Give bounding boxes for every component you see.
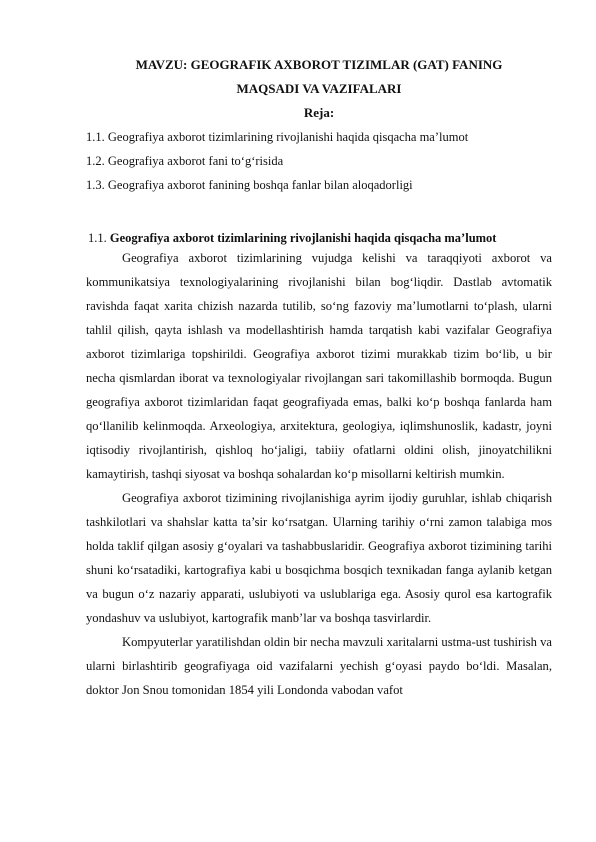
section-heading: [88, 230, 496, 246]
body-text: [86, 246, 552, 702]
document-title-line1: MAVZU: GEOGRAFIK AXBOROT TIZIMLAR (GAT) FANING: [135, 57, 503, 72]
plan-item: 1.3. Geografiya axborot fanining boshqa fanlar bilan aloqadorligi: [86, 178, 413, 192]
plan-heading: Reja:: [303, 105, 335, 120]
section-title: Geografiya axborot tizimlarining rivojlanishi haqida qisqacha ma’lumot: [109, 231, 497, 245]
plan-item: 1.2. Geografiya axborot fani to‘g‘risida: [86, 154, 284, 168]
section-number: 1.1.: [88, 231, 110, 245]
paragraph: Kompyuterlar yaratilishdan oldin bir necha mavzuli xaritalarni ustma-ust tushirish va ularni birlashtirib geografiyaga oid vazifalarni yechish g‘oyasi paydo bo‘ldi. Masalan, doktor Jon Snou tomonidan 1854 yili Londonda vabodan vafot: [86, 635, 552, 697]
paragraph: Geografiya axborot tizimlarining vujudga kelishi va taraqqiyoti axborot va kommunikatsiya texnologiyalarining rivojlanishi bilan bog‘liqdir. Dastlab avtomatik ravishda faqat xarita chizish nazarda tutilib, so‘ng fazoviy ma’lumotlarni to‘plash, ularni tahlil qilish, qayta ishlash va modellashtirish hamda tarqatish kabi vazifalar Geografiya axborot tizimlariga topshirildi. Geografiya axborot tizimi murakkab tizim bo‘lib, u bir necha qismlardan iborat va texnologiyalar rivojlangan sari takomillashib bormoqda. Bugun geografiya axborot tizimlaridan faqat geografiyada emas, balki ko‘p boshqa fanlarda ham qo‘llanilib kelinmoqda. Arxeologiya, arxitektura, geologiya, iqlimshunoslik, kadastr, joyni iqtisodiy rivojlantirish, qishloq ho‘jaligi, tabiiy ofatlarni oldini olish, jinoyatchilikni kamaytirish, tashqi siyosat va boshqa sohalardan ko‘p misollarni keltirish mumkin.: [86, 251, 552, 481]
document-title-line2: MAQSADI VA VAZIFALARI: [236, 81, 402, 96]
paragraph: Geografiya axborot tizimining rivojlanishiga ayrim ijodiy guruhlar, ishlab chiqarish tashkilotlari va shahslar katta ta’sir ko‘rsatgan. Ularning tarihiy o‘rni zamon talabiga mos holda taklif qilgan asosiy g‘oyalari va tashabbuslaridir. Geografiya axborot tizimining tarihi shuni ko‘rsatadiki, kartografiya kabi u bosqichma bosqich texnikadan fanga aylanib ketgan va bugun o‘z nazariy apparati, uslubiyoti va uslublariga ega. Asosiy qurol esa kartografik yondashuv va uslubiyot, kartografik manb’lar va boshqa tasvirlardir.: [86, 491, 552, 625]
plan-item: 1.1. Geografiya axborot tizimlarining rivojlanishi haqida qisqacha ma’lumot: [86, 130, 469, 144]
